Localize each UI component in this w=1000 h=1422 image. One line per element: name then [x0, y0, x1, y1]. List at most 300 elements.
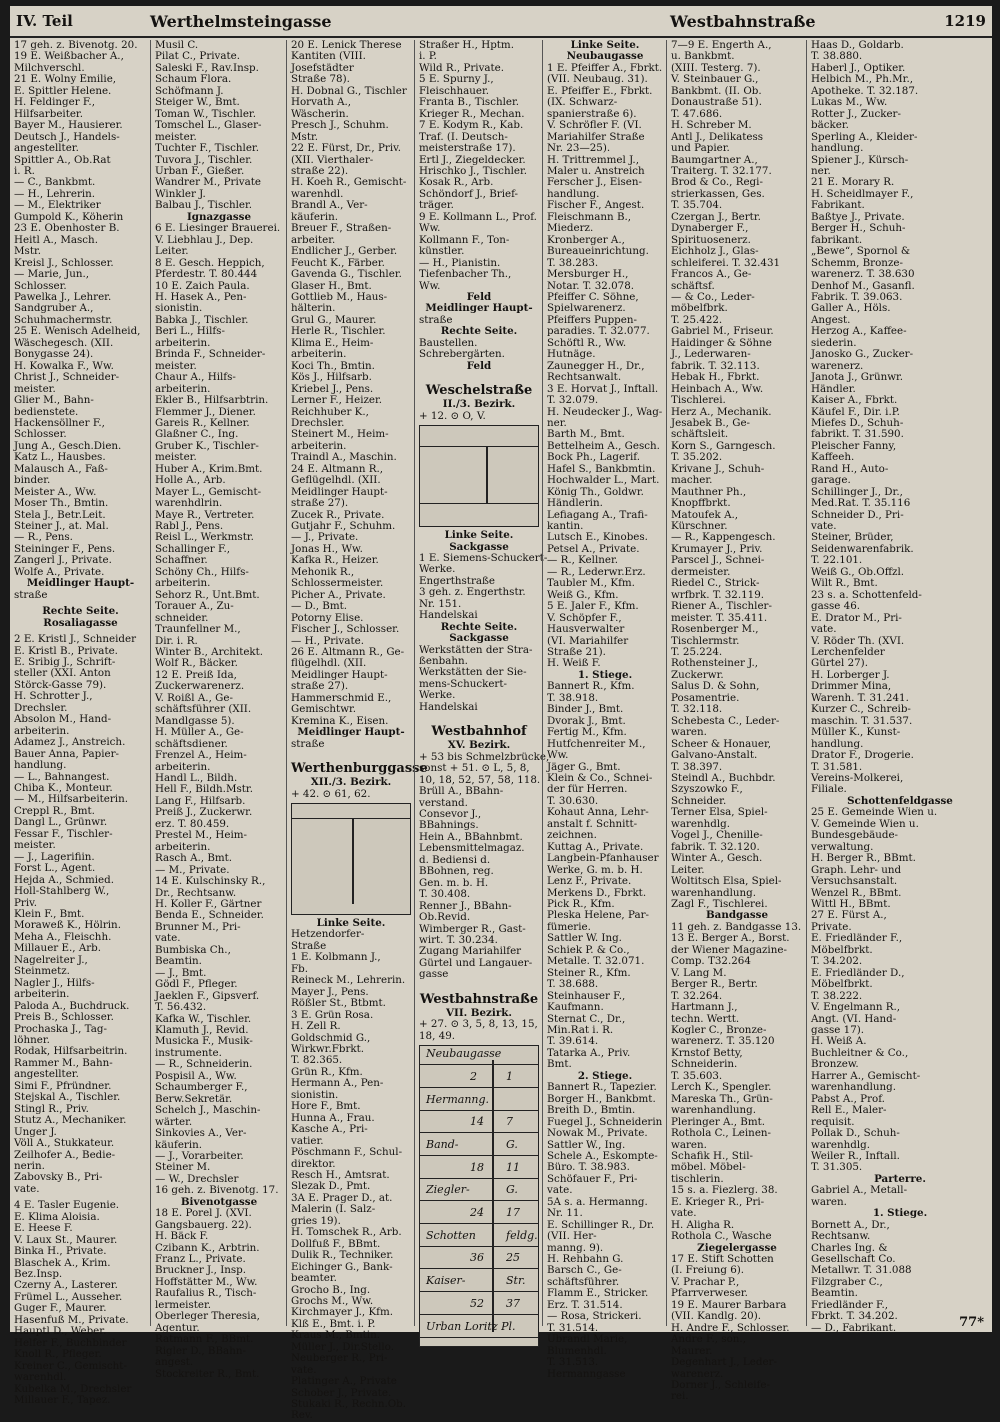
directory-entry: Christ J., Schneider- [14, 371, 120, 384]
directory-entry: Dollfuß F., BBmt. [291, 1237, 381, 1250]
directory-entry: Rabl J., Pens. [155, 520, 224, 533]
directory-entry: u. Bankbmt. [671, 50, 735, 63]
directory-entry: H. Rehbahn G. [547, 1253, 624, 1266]
directory-entry: Tischlerei. [671, 394, 726, 407]
directory-entry: Rothensteiner J., [671, 657, 759, 670]
directory-entry: sionistin. [155, 302, 203, 315]
directory-entry: Meister A., Ww. [14, 485, 97, 498]
directory-entry: Ratmann F., BBmt. [155, 1333, 254, 1346]
directory-entry: Gruber K., Tischler- [155, 439, 259, 452]
directory-entry: — J., Lagerifiin. [14, 850, 95, 863]
directory-entry: Chiba K., Monteur. [14, 782, 113, 794]
directory-entry: + 27. ⊙ 3, 5, 8, 13, 15, [419, 1018, 538, 1031]
directory-entry: Pilat C., Private. [155, 50, 240, 63]
directory-entry: T. 35.603. [671, 1069, 723, 1082]
directory-entry: straße 22). [291, 164, 349, 177]
cross-street: Meidlinger Haupt- [425, 302, 533, 315]
directory-entry: spanierstraße 6). [547, 107, 637, 120]
directory-entry: Schillinger J., Dr., [811, 485, 903, 498]
directory-entry: Rechtsanwalt. [547, 371, 622, 384]
directory-entry: Parscel J., Schnei- [671, 554, 765, 567]
directory-entry: warenerz. [671, 1367, 724, 1380]
directory-entry: Saleski F., Rav.Insp. [155, 61, 259, 74]
directory-entry: Kurzer C., Schreib- [811, 703, 911, 716]
directory-entry: Barth M., Bmt. [547, 428, 625, 441]
directory-entry: Tuvora J., Tischler. [155, 153, 253, 166]
directory-entry: Fertig M., Kfm. [547, 726, 627, 739]
directory-entry: Beri L., Hilfs- [155, 325, 225, 338]
directory-entry: Schemm, Bronze- [811, 256, 903, 269]
directory-entry: 24 E. Altmann R., [291, 462, 384, 475]
directory-entry: meister. [155, 130, 197, 143]
cross-street: Bandgasse [705, 909, 769, 922]
directory-entry: Straßer H., Hptm. [419, 39, 514, 51]
directory-entry: Deutsch J., Handels- [14, 130, 120, 143]
directory-entry: Gesellschaft Co. [811, 1253, 896, 1266]
directory-entry: Bronzew. [811, 1058, 859, 1071]
directory-entry: Glaßner C., Ing. [155, 428, 239, 441]
directory-entry: ner. [811, 164, 831, 177]
directory-entry: der für Herren. [547, 783, 628, 796]
directory-entry: Zucek R., Private. [291, 508, 385, 521]
directory-entry: T. 22.101. [811, 554, 863, 567]
map-cross-street: Kaiser- [426, 1274, 466, 1288]
directory-entry: 4 E. Tasler Eugenie. [14, 1199, 120, 1212]
directory-entry: Brod & Co., Regi- [671, 176, 763, 189]
directory-entry: Pleska Helene, Par- [547, 909, 649, 922]
directory-entry: — R., Kellner. [547, 554, 619, 567]
section-heading: 1. Stiege. [872, 1207, 928, 1220]
directory-entry: arbeiterin. [155, 577, 211, 590]
directory-entry: vate. [547, 1184, 573, 1197]
directory-entry: T. 82.365. [291, 1054, 343, 1067]
directory-entry: Consevor J., [419, 808, 482, 821]
directory-entry: Stingl R., Priv. [14, 1102, 89, 1115]
directory-entry: Nr. 11. [547, 1207, 583, 1220]
directory-entry: Platinger A., Private [291, 1375, 397, 1388]
directory-entry: Helfer F., Buchbinder [14, 1336, 127, 1349]
directory-entry: direktor. [291, 1157, 336, 1170]
directory-entry: Hochwalder L., Mart. [547, 474, 660, 487]
directory-entry: Kasche A., Pri- [291, 1123, 368, 1136]
directory-entry: — M., Private. [155, 863, 230, 876]
directory-entry: arbeiterin. [14, 724, 70, 737]
directory-entry: Charles Ing. & [811, 1241, 888, 1254]
directory-entry: Toman W., Tischler. [155, 107, 256, 120]
directory-entry: straße [291, 737, 325, 750]
directory-entry: ßenbahn. [419, 655, 468, 668]
map-house-number-left: 36 [470, 1251, 484, 1265]
directory-entry: lermeister. [155, 1298, 212, 1311]
directory-entry: Kafka W., Tischler. [155, 1012, 252, 1025]
street-title: Weschelstraße [425, 383, 533, 399]
directory-entry: Weiß G., Kfm. [547, 588, 619, 601]
directory-entry: H. Aligha R. [671, 1218, 735, 1231]
directory-entry: Buchleitner & Co., [811, 1046, 909, 1059]
directory-entry: Kirchmayer J., Kfm. [291, 1306, 394, 1319]
directory-entry: Absolon M., Hand- [14, 713, 112, 726]
directory-entry: Sinkovies A., Ver- [155, 1127, 247, 1140]
directory-entry: H. Zell R. [291, 1020, 341, 1033]
directory-entry: Malerin (I. Salz- [291, 1203, 376, 1216]
directory-entry: (VII. Neubaug. 31). [547, 73, 648, 86]
directory-entry: straße 27). [291, 497, 349, 510]
directory-entry: Klein & Co., Schnei- [547, 772, 653, 784]
directory-entry: Bankbmt. (II. Ob. [671, 84, 762, 97]
directory-entry: ner. [547, 416, 567, 429]
directory-entry: Pöschmann F., Schul- [291, 1146, 403, 1159]
directory-entry: Holle A., Arb. [155, 474, 226, 487]
directory-entry: E. Klima Aloisia. [14, 1210, 100, 1223]
directory-entry: Bmt. [547, 1058, 572, 1071]
directory-entry: Grochs M., Ww. [291, 1294, 374, 1307]
directory-entry: Millauer E., Arb. [14, 942, 102, 955]
directory-entry: T. 38.880. [811, 50, 863, 63]
directory-entry: Drator F., Drogerie. [811, 749, 914, 762]
street-title: Westbahnhof [431, 724, 527, 740]
map-divider [420, 1155, 538, 1156]
directory-entry: Krieger R., Mechan. [419, 107, 525, 120]
directory-entry: T. 31.513. [547, 1356, 599, 1369]
directory-entry: handlung. [547, 187, 600, 200]
directory-entry: 9 E. Kollmann L., Prof. [419, 210, 537, 223]
directory-entry: Med.Rat. T. 35.116 [811, 497, 911, 510]
directory-entry: Schuhmachermstr. [14, 313, 113, 326]
directory-entry: H. Lorberger J. [811, 668, 890, 681]
directory-entry: maschin. T. 31.537. [811, 714, 913, 727]
directory-entry: Gangsbauerg. 22). [155, 1218, 252, 1231]
directory-entry: nerin. [14, 1159, 45, 1172]
directory-entry: waren. [671, 726, 707, 739]
directory-entry: Gottlieb M., Haus- [291, 290, 388, 303]
directory-entry: 6 E. Liesinger Brauerei. [155, 222, 281, 235]
directory-entry: waren. [671, 1138, 707, 1151]
directory-entry: Ww. [419, 279, 441, 292]
directory-entry: Sandgruber A., [14, 302, 94, 315]
district-line: XII./3. Bezirk. [310, 776, 392, 789]
directory-entry: schäftsf. [671, 279, 715, 292]
directory-entry: Möbelfbrkt. [811, 943, 873, 956]
directory-entry: 1 E. Pfeiffer A., Fbrkt. [547, 61, 663, 74]
directory-entry: — R., Pens. [14, 531, 73, 544]
directory-entry: Korn S., Garngesch. [671, 439, 776, 452]
directory-entry: V. Schröfler F. (VI. [547, 119, 642, 132]
directory-entry: Blumenhdl. [547, 1344, 607, 1357]
directory-entry: Grocho B., Ing. [291, 1283, 371, 1296]
directory-entry: Brandl A., Ver- [291, 199, 368, 212]
map-cross-street: Neubaugasse [426, 1047, 502, 1061]
directory-entry: Mareska Th., Grün- [671, 1092, 773, 1105]
cross-street: Rosaliagasse [43, 616, 118, 629]
directory-entry: Traindl A., Maschin. [291, 451, 397, 464]
directory-entry: erz. T. 80.459. [155, 817, 230, 830]
directory-entry: angestellter. [14, 1068, 79, 1081]
directory-entry: Schiek P. & Co., [547, 943, 630, 956]
street-map-werthenburggasse [291, 803, 411, 915]
directory-entry: — Rosa, Strickeri. [547, 1310, 642, 1323]
directory-entry: Zuckerwr. [671, 668, 724, 681]
directory-entry: Bettelheim A., Gesch. [547, 439, 660, 452]
directory-entry: (VI. Mariahilfer [547, 634, 629, 647]
directory-entry: Rothola C., Leinen- [671, 1127, 772, 1140]
directory-entry: Weiler R., Inftall. [811, 1149, 900, 1162]
directory-entry: arbeiterin. [155, 336, 211, 349]
directory-entry: handlung. [811, 737, 864, 750]
directory-entry: Steindl A., Buchbdr. [671, 772, 776, 784]
directory-entry: Rechtsanw. [811, 1230, 871, 1243]
directory-entry: H. Berger R., BBmt. [811, 852, 916, 865]
directory-entry: 23 E. Obenhoster B. [14, 222, 120, 235]
directory-entry: Zeilhofer A., Bedie- [14, 1148, 116, 1161]
directory-entry: vate. [291, 1363, 317, 1376]
cross-street: Meidlinger Haupt- [297, 726, 405, 739]
directory-entry: Koci Th., Bmtin. [291, 359, 375, 372]
directory-entry: beamter. [291, 1272, 337, 1285]
directory-entry: Nagelreiter J., [14, 953, 88, 966]
directory-entry: V. Lang M. [671, 966, 727, 979]
directory-entry: warenhdl. [14, 1371, 67, 1384]
directory-entry: Terner Elsa, Spiel- [671, 806, 768, 819]
directory-entry: Stutz A., Mechaniker. [14, 1114, 127, 1127]
page-header [10, 6, 992, 38]
directory-entry: Lebensmittelmagaz. [419, 842, 525, 855]
directory-entry: Apotheke. T. 32.187. [811, 84, 919, 97]
directory-entry: Beamtin. [155, 955, 202, 968]
map-house-number-right: feldg. [506, 1228, 538, 1242]
directory-entry: H. Koeh R., Gemischt- [291, 176, 407, 189]
directory-entry: Wäscherin. [291, 107, 349, 120]
directory-entry: Dangl L., Grünwr. [14, 816, 108, 829]
directory-entry: T. 30.408. [419, 888, 471, 901]
directory-entry: 10 E. Zaich Paula. [155, 279, 250, 292]
directory-entry: Zaunegger H., Dr., [547, 359, 645, 372]
directory-entry: warenhdlg. [811, 1138, 870, 1151]
directory-entry: 22 E. Fürst, Dr., Priv. [291, 142, 401, 155]
directory-entry: Drimmer Mina, [811, 680, 892, 693]
directory-entry: arbeiterin. [291, 348, 347, 361]
directory-entry: möbel. Möbel- [671, 1161, 746, 1174]
directory-entry: kantin. [547, 520, 584, 533]
directory-entry: Lefiagang A., Trafi- [547, 508, 648, 521]
cross-street: Sackgasse [449, 540, 509, 553]
directory-entry: Paloda A., Buchdruck. [14, 999, 130, 1012]
map-divider [420, 1337, 538, 1338]
directory-entry: Huber A., Krim.Bmt. [155, 462, 263, 475]
directory-entry: Steiner M. [155, 1161, 211, 1174]
directory-entry: Vereins-Molkerei, [811, 772, 904, 784]
directory-entry: instrumente. [155, 1046, 222, 1059]
directory-entry: — H., Pianistin. [419, 256, 501, 269]
directory-entry: Jäger G., Bmt. [547, 760, 621, 773]
directory-entry: Baustellen. [419, 336, 478, 349]
page-number: 1219 [944, 12, 986, 30]
directory-entry: Fbrkt. T. 34.202. [811, 1310, 898, 1323]
directory-entry: — R., Kappengesch. [671, 531, 776, 544]
directory-entry: Bock Ph., Lagerif. [547, 451, 641, 464]
directory-entry: 25 E. Gemeinde Wien u. [811, 806, 938, 819]
directory-entry: Heinbach A., Ww. [671, 382, 764, 395]
directory-entry: H. Neudecker J., Wag- [547, 405, 663, 418]
directory-entry: Schallinger F., [155, 542, 231, 555]
map-house-number-left: 14 [470, 1115, 484, 1129]
directory-entry: Ekler B., Hilfsarbtrin. [155, 394, 269, 407]
directory-entry: T. 39.614. [547, 1035, 599, 1048]
spacer [419, 713, 539, 718]
directory-entry: Lukas M., Ww. [811, 96, 888, 109]
street-title: Westbahnstraße [419, 991, 539, 1007]
map-divider [420, 1246, 538, 1247]
directory-entry: Reisl L., Werkmstr. [155, 531, 254, 544]
map-divider [420, 1223, 538, 1224]
directory-entry: — R., Schneiderin. [155, 1058, 253, 1071]
directory-entry: Ww. [419, 222, 441, 235]
directory-entry: Jaeklen F., Gipsverf. [155, 989, 260, 1002]
directory-entry: Tiefenbacher Th., [419, 268, 512, 281]
directory-entry: 17 geh. z. Bivenotg. 20. [14, 39, 138, 51]
directory-entry: schäftsleit. [671, 428, 729, 441]
district-line: II./3. Bezirk. [442, 398, 516, 411]
directory-entry: König Th., Goldwr. [547, 485, 644, 498]
directory-entry: Baßtye J., Private. [811, 210, 905, 223]
directory-entry: Min.Rat i. R. [547, 1023, 614, 1036]
directory-entry: möbelfbrk. [671, 302, 728, 315]
directory-entry: Schober J., Private. [291, 1386, 392, 1399]
directory-entry: — H., Lehrerin. [14, 187, 96, 200]
directory-entry: Scheer & Honauer, [671, 737, 772, 750]
directory-entry: Reichhuber K., [291, 405, 369, 418]
directory-entry: Comp. T32.264 [671, 955, 751, 968]
directory-entry: E. Schillinger R., Dr. [547, 1218, 655, 1231]
directory-entry: Miederz. [547, 222, 594, 235]
directory-entry: Benda E., Schneider. [155, 909, 264, 922]
road-line [420, 446, 538, 447]
directory-entry: Rosenberger M., [671, 623, 759, 636]
directory-entry: H. Scheidlmayer F., [811, 187, 914, 200]
directory-entry: 27 E. Fürst A., [811, 909, 887, 922]
directory-entry: V. Laux St., Maurer. [14, 1233, 118, 1246]
directory-entry: Baumgartner A., [671, 153, 758, 166]
directory-entry: V. Gemeinde Wien u. [811, 817, 919, 830]
spacer [291, 750, 411, 755]
directory-entry: Maye R., Vertreter. [155, 508, 255, 521]
directory-entry: Josefstädter [291, 61, 354, 74]
directory-entry: H. Kowalka F., Ww. [14, 359, 114, 372]
directory-entry: Oberleger Theresia, [155, 1310, 260, 1323]
directory-entry: Riedel C., Strick- [671, 577, 760, 590]
directory-entry: 3 geh. z. Engerthstr. [419, 586, 526, 599]
directory-entry: Drechsler. [14, 701, 68, 714]
directory-entry: Berger H., Schuh- [811, 222, 906, 235]
directory-entry: Resch H., Amtsrat. [291, 1168, 390, 1181]
directory-entry: Grün R., Kfm. [291, 1065, 363, 1078]
directory-entry: Händler. [811, 382, 856, 395]
directory-entry: Hauptl D., Weber. [14, 1325, 107, 1338]
directory-entry: techn. Wertt. [671, 1012, 740, 1025]
directory-entry: Herz A., Mechanik. [671, 405, 772, 418]
road-line [292, 818, 410, 819]
directory-page [10, 6, 992, 1422]
directory-entry: Wenzel R., BBmt. [811, 886, 902, 899]
directory-entry: Private. [811, 920, 852, 933]
directory-entry: V. Prachar P., [671, 1275, 740, 1288]
directory-entry: T. 30.630. [547, 794, 599, 807]
directory-entry: i. R. [14, 164, 35, 177]
directory-entry: Zagl F., Tischlerei. [671, 897, 768, 910]
directory-entry: strierkassen, Ges. [671, 187, 765, 200]
directory-entry: Ww. [547, 749, 569, 762]
directory-entry: Meha A., Fleischh. [14, 930, 112, 943]
directory-entry: H. Schreber M. [671, 119, 752, 132]
directory-entry: binder. [14, 474, 51, 487]
directory-entry: Fuegel J., Schneiderin [547, 1115, 663, 1128]
directory-entry: 7 E. Kodym R., Kab. [419, 119, 524, 132]
directory-entry: Holl-Stahlberg W., [14, 885, 110, 898]
directory-entry: BBahnings. [419, 819, 479, 832]
directory-entry: Knopffbrkt. [671, 497, 731, 510]
directory-entry: Rigler D., BBahn- [155, 1344, 246, 1357]
directory-entry: angest. [155, 1356, 194, 1369]
page-mark: 77* [959, 1315, 984, 1330]
directory-entry: Werke. [419, 563, 456, 576]
directory-entry: Degenhart J., Leder- [671, 1356, 777, 1369]
directory-entry: Renner J., BBahn- [419, 899, 512, 912]
directory-entry: warenhandlung. [671, 1104, 757, 1117]
directory-entry: Bornett A., Dr., [811, 1218, 890, 1231]
directory-entry: Ubrandl Marie, [547, 1333, 628, 1346]
directory-entry: Potorny Elise. [291, 611, 364, 624]
directory-entry: dermeister. [671, 565, 731, 578]
directory-entry: Moser Th., Bmtin. [14, 497, 109, 510]
map-divider [420, 1178, 538, 1179]
directory-entry: Fischer F., Angest. [547, 199, 645, 212]
directory-entry: verstand. [419, 796, 468, 809]
directory-entry: 2 E. Kristl J., Schneider [14, 633, 137, 646]
directory-entry: sionistin. [291, 1088, 339, 1101]
directory-entry: 17 E. Stift Schotten [671, 1253, 774, 1266]
directory-entry: Herle R., Tischler. [291, 325, 386, 338]
directory-entry: Dulik R., Techniker. [291, 1249, 394, 1262]
directory-entry: Heitl A., Masch. [14, 233, 98, 246]
map-house-number-left: 52 [470, 1296, 484, 1310]
street-heading-right: Westbahnstraße [670, 12, 816, 31]
directory-entry: arbeiter. [291, 233, 336, 246]
directory-entry: vate. [671, 1207, 697, 1220]
directory-entry: E. Heese F. [14, 1222, 73, 1235]
directory-entry: Schöndorf J., Brief- [419, 187, 519, 200]
directory-entry: Mariahilfer Straße [547, 130, 645, 143]
directory-entry: Pawelka J., Lehrer. [14, 290, 112, 303]
directory-entry: Winkler J. [155, 187, 206, 200]
directory-entry: Denhof M., Gasanfl. [811, 279, 915, 292]
directory-entry: Binka H., Private. [14, 1245, 107, 1258]
directory-entry: d. Bediensi d. [419, 853, 491, 866]
directory-entry: 11 geh. z. Bandgasse 13. [671, 920, 802, 933]
directory-entry: meister. T. 35.411. [671, 611, 768, 624]
directory-entry: Traiterg. T. 32.177. [671, 164, 772, 177]
directory-entry: 21 E. Wolny Emilie, [14, 73, 117, 86]
directory-entry: Jung A., Gesch.Dien. [14, 439, 122, 452]
directory-entry: Eichholz J., Glas- [671, 245, 759, 258]
directory-entry: Forst L., Agent. [14, 862, 96, 875]
directory-entry: Wäschegesch. (XII. [14, 336, 114, 349]
directory-entry: — & Co., Leder- [671, 290, 755, 303]
directory-entry: warenhandlung. [671, 886, 757, 899]
directory-entry: Nr. 23—25). [547, 142, 611, 155]
directory-entry: Rand H., Auto- [811, 462, 889, 475]
directory-entry: Stejskal A., Tischler. [14, 1091, 121, 1104]
section-heading: Rechte Seite. [440, 620, 518, 633]
directory-entry: arbeiterin. [155, 382, 211, 395]
